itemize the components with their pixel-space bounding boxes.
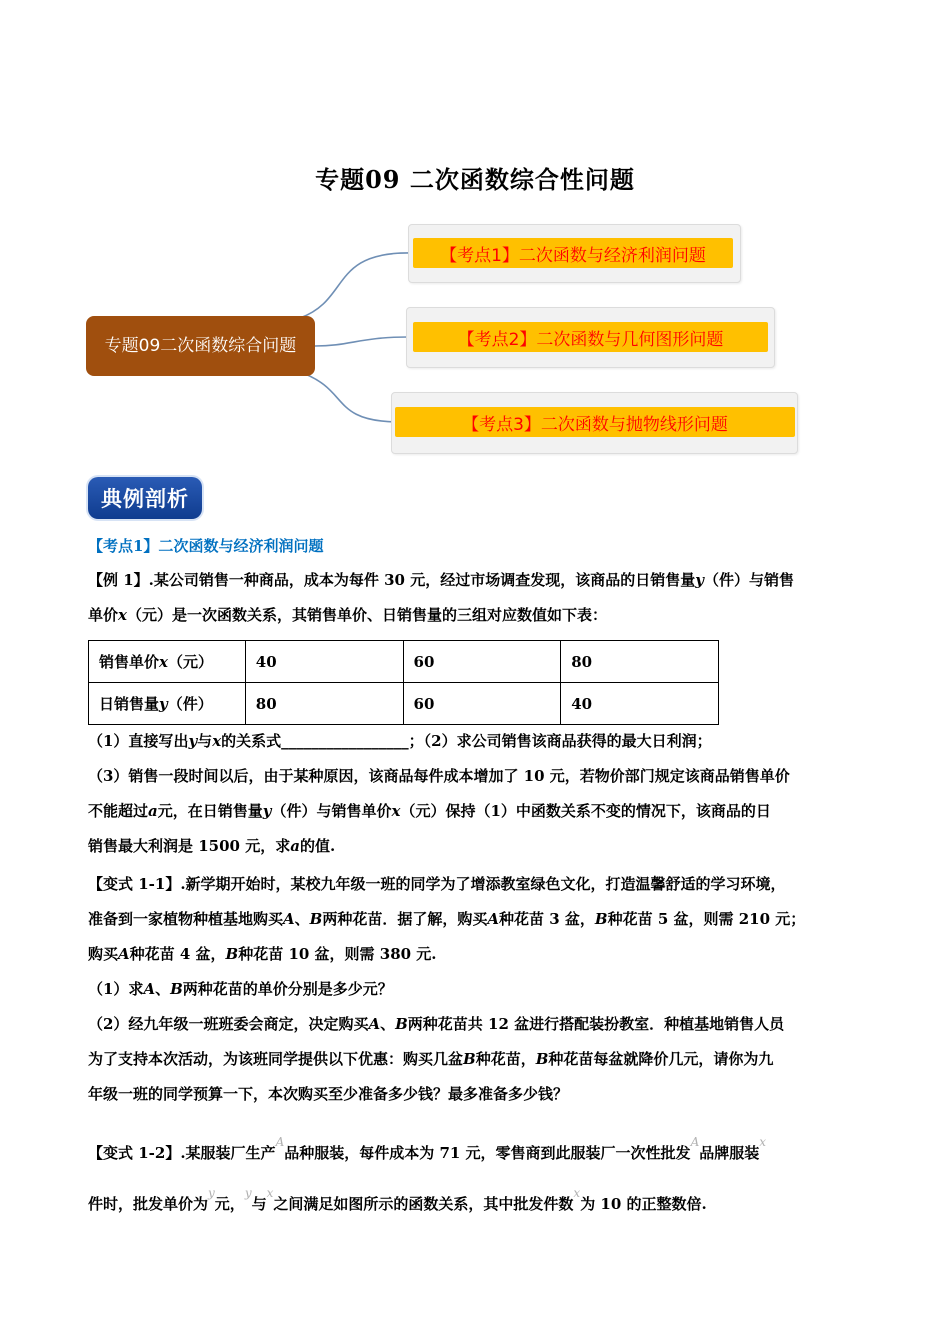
section-badge: 典例剖析 <box>88 477 202 519</box>
branch-2-label: 【考点2】二次函数与几何图形问题 <box>413 322 768 352</box>
connector-2 <box>315 337 408 346</box>
ex1-q3-line1: （3）销售一段时间以后，由于某种原因，该商品每件成本增加了 10 元，若物价部门规定该商品销售单价 <box>88 767 790 785</box>
price-sales-table <box>88 640 719 725</box>
connector-3 <box>300 372 395 422</box>
mindmap-branch-2 <box>406 307 775 368</box>
table-cell: 80 <box>245 683 403 725</box>
connector-1 <box>300 253 410 318</box>
placeholder-A: A <box>275 1135 285 1149</box>
branch-1-label: 【考点1】二次函数与经济利润问题 <box>413 238 733 268</box>
table-cell: 60 <box>403 683 561 725</box>
var-x: x <box>118 606 127 624</box>
variant-1-1: 【变式 1-1】.新学期开始时，某校九年级一班的同学为了增添教室绿色文化，打造温馨舒适的学习环境， 准备到一家植物种植基地购买A、B两种花苗．据了解，购买A种花苗 3 盆，B种花苗 5 盆，则需 210 元； 购买A种花苗 4 盆，B种花苗 10 盆，则需 380 元. （1）求A、B两种花苗的单价分别是多少元？ （2）经九年级一班班委会商定，决定购买A、B两种花苗共 12 盆进行搭配装扮教室．种植基地销售人员 为了支持本次活动，为该班同学提供以下优惠：购买几盆B种花苗，B种花苗每盆就降价几元，请你为九 年级一班的同学预算一下，本次购买至少准备多少钱？最多准备多少钱？ <box>88 867 868 1112</box>
variant-1-2-tag: 【变式 1-2】 <box>88 1144 181 1162</box>
mindmap-branch-1 <box>408 224 741 283</box>
example-1-text <box>88 563 868 633</box>
example-1-tag: 【例 1】 <box>88 571 149 589</box>
table-row <box>89 641 719 683</box>
ex1-line1a: .某公司销售一种商品，成本为每件 30 元，经过市场调查发现，该商品的日销售量 <box>148 571 696 589</box>
ex1-line2b: （元）是一次函数关系，其销售单价、日销售量的三组对应数值如下表： <box>126 606 607 624</box>
variant-1-2: 【变式 1-2】.某服装厂生产$^A$品种服装，每件成本为 71 元，零售商到此服装厂一次性批发$^A$品牌服装$^x$ <box>88 1135 767 1162</box>
table-cell: 40 <box>245 641 403 683</box>
variant-1-2-line2: 件时，批发单价为$^y$元，$^y$与$^x$之间满足如图所示的函数关系，其中批发件数$^x$为 10 的正整数倍. <box>88 1186 707 1213</box>
variant-1-1-q2-last: 年级一班的同学预算一下，本次购买至少准备多少钱？最多准备多少钱？ <box>88 1085 569 1103</box>
mindmap-branch-3 <box>391 392 798 454</box>
table-row-label: 销售单价x（元） <box>89 641 246 683</box>
table-cell: 60 <box>403 641 561 683</box>
table-row-label: 日销售量y（件） <box>89 683 246 725</box>
table-row <box>89 683 719 725</box>
table-cell: 40 <box>561 683 719 725</box>
var-y: y <box>695 571 704 589</box>
variant-1-1-tag: 【变式 1-1】 <box>88 875 181 893</box>
ex1-line2a: 单价 <box>88 606 119 624</box>
table-cell: 80 <box>561 641 719 683</box>
branch-3-label: 【考点3】二次函数与抛物线形问题 <box>395 407 795 437</box>
page-title: 专题09 二次函数综合性问题 <box>315 165 635 194</box>
example-1-questions: （1）直接写出y与x的关系式_________________；（2）求公司销售该商品获得的最大日利润； （3）销售一段时间以后，由于某种原因，该商品每件成本增加了 10 元，若物价部门规定该商品销售单价 不能超过a元，在日销售量y（件）与销售单价x（元）保持（1）中函数关系不变的情况下，该商品的日 销售最大利润是 1500 元，求a的值. <box>88 724 868 864</box>
kp1-heading: 【考点1】二次函数与经济利润问题 <box>88 537 324 555</box>
ex1-line1b: （件）与销售 <box>703 571 794 589</box>
mindmap-root-node: 专题09二次函数综合问题 <box>86 316 315 376</box>
